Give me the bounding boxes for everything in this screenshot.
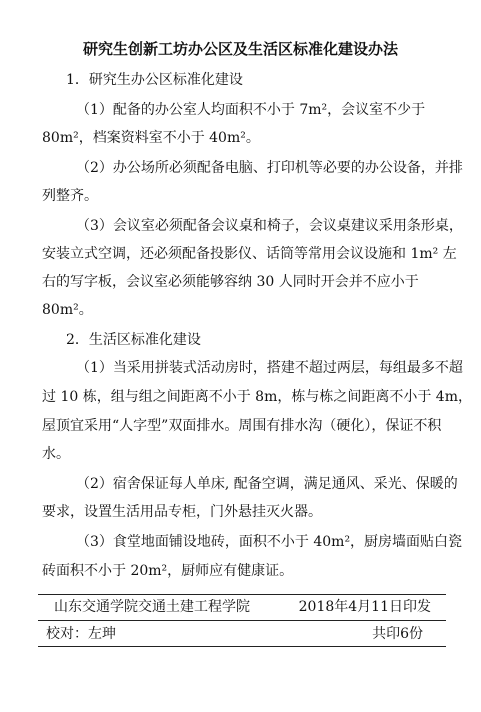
section1-para1-line2: 80m²，档案资料室不小于 40m²。 [42,130,260,146]
section2-para3-line2: 砖面积不小于 20m²，厨师应有健康证。 [42,563,294,579]
section2-para2-line1: （2）宿舍保证每人单床, 配备空调，满足通风、采光、保暖的 [76,476,458,492]
section2-para3-line1: （3）食堂地面铺设地砖，面积不小于 40m²，厨房墙面贴白瓷 [76,534,463,550]
footer-date: 2018年4月11日印发 [298,599,431,615]
footer-middle-rule [38,620,446,621]
section1-para1-line1: （1）配备的办公室人均面积不小于 7m²，会议室不少于 [76,102,426,118]
footer-copies: 共印6份 [372,626,423,642]
section1-para2-line2: 列整齐。 [42,188,98,204]
section2-para2-line2: 要求，设置生活用品专柜，门外悬挂灭火器。 [42,504,322,520]
section1-para2-line1: （2）办公场所必须配备电脑、打印机等必要的办公设备，并排 [76,160,463,176]
document-title: 研究生创新工坊办公区及生活区标准化建设办法 [82,40,398,58]
section2-para1-line3: 屋顶宜采用“人字型”双面排水。周围有排水沟（硬化），保证不积 [42,418,442,434]
footer-top-rule [38,594,446,595]
section2-para1-line2: 过 10 栋，组与组之间距离不小于 8m，栋与栋之间距离不小于 4m， [42,389,472,405]
section2-para1-line4: 水。 [42,446,70,462]
section1-heading: 1．研究生办公区标准化建设 [66,72,243,88]
section1-para3-line3: 右的写字板，会议室必须能够容纳 30 人同时开会并不应小于 [42,274,419,290]
footer-bottom-rule [38,646,446,647]
section2-heading: 2．生活区标准化建设 [66,332,201,348]
footer-proofreader: 校对：左珅 [46,626,116,642]
section1-para3-line2: 安装立式空调，还必须配备投影仪、话筒等常用会议设施和 1m² 左 [42,246,457,262]
section1-para3-line4: 80m²。 [42,302,93,318]
footer-issuer: 山东交通学院交通土建工程学院 [54,599,250,615]
section2-para1-line1: （1）当采用拼装式活动房时，搭建不超过两层，每组最多不超 [76,360,463,376]
section1-para3-line1: （3）会议室必须配备会议桌和椅子，会议桌建议采用条形桌， [76,218,463,234]
